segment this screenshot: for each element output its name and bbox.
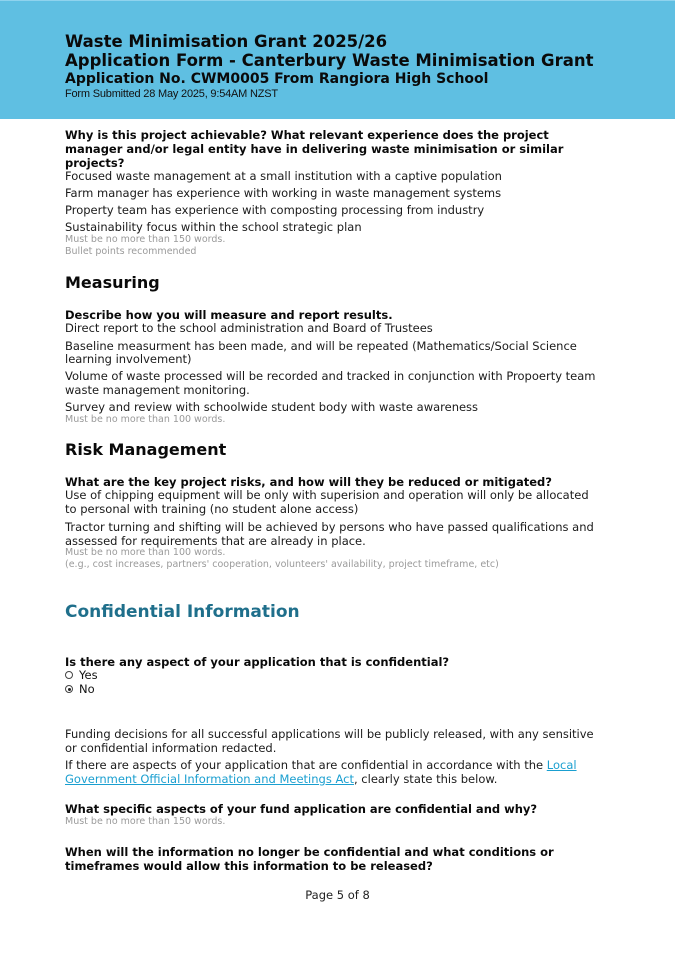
release-question-line1: When will the information no longer be confidential and what conditions or xyxy=(65,845,554,859)
page-number: Page 5 of 8 xyxy=(305,888,370,902)
radio-option-no[interactable] xyxy=(65,682,95,696)
risk-question: What are the key project risks, and how will they be reduced or mitigated? xyxy=(65,475,552,489)
measuring-answer: Direct report to the school administration and Board of Trustees xyxy=(65,321,433,335)
achievable-question-line3: projects? xyxy=(65,156,125,170)
radio-label-yes: Yes xyxy=(79,668,98,682)
release-question-line2: timeframes would allow this information to be released? xyxy=(65,859,433,873)
measuring-answer: waste management monitoring. xyxy=(65,383,250,397)
risk-hint-word-limit: Must be no more than 100 words. xyxy=(65,547,226,558)
achievable-answer: Farm manager has experience with working in waste management systems xyxy=(65,186,502,200)
achievable-hint-bullets: Bullet points recommended xyxy=(65,246,197,257)
achievable-hint-word-limit: Must be no more than 150 words. xyxy=(65,234,226,245)
grant-title: Waste Minimisation Grant 2025/26 xyxy=(65,32,388,51)
confidential-info-suffix: , clearly state this below. xyxy=(353,772,498,786)
achievable-answer: Sustainability focus within the school strategic plan xyxy=(65,220,362,234)
confidential-info-line2 xyxy=(65,772,497,786)
confidential-question: Is there any aspect of your application that is confidential? xyxy=(65,655,450,669)
measuring-heading: Measuring xyxy=(65,273,160,292)
measuring-hint: Must be no more than 100 words. xyxy=(65,414,226,425)
achievable-question-line1: Why is this project achievable? What relevant experience does the project xyxy=(65,128,549,142)
risk-answer: to personal with training (no student alone access) xyxy=(65,502,359,516)
confidential-heading: Confidential Information xyxy=(65,602,300,622)
lgoima-act-link[interactable]: Government Official Information and Meetings Act xyxy=(65,772,354,786)
form-header xyxy=(0,0,675,119)
measuring-answer: learning involvement) xyxy=(65,352,192,366)
lgoima-act-link[interactable]: Local xyxy=(546,758,577,772)
achievable-answer: Focused waste management at a small institution with a captive population xyxy=(65,169,502,183)
risk-hint-examples: (e.g., cost increases, partners' cooperation, volunteers' availability, project timeframe, etc) xyxy=(65,559,499,570)
confidential-info-prefix: If there are aspects of your application that are confidential in accordance with the xyxy=(65,758,547,772)
radio-checked-icon[interactable] xyxy=(65,685,73,693)
confidential-info-line1 xyxy=(65,758,577,772)
application-number: Application No. CWM0005 From Rangiora High School xyxy=(65,71,489,87)
submitted-timestamp: Form Submitted 28 May 2025, 9:54AM NZST xyxy=(65,88,278,100)
measuring-answer: Baseline measurment has been made, and will be repeated (Mathematics/Social Science xyxy=(65,339,577,353)
funding-info-line2: or confidential information redacted. xyxy=(65,741,277,755)
achievable-question-line2: manager and/or legal entity have in delivering waste minimisation or similar xyxy=(65,142,564,156)
measuring-answer: Volume of waste processed will be recorded and tracked in conjunction with Propoerty team xyxy=(65,369,596,383)
risk-heading: Risk Management xyxy=(65,440,227,459)
risk-answer: assessed for requirements that are already in place. xyxy=(65,534,366,548)
confidential-aspects-hint: Must be no more than 150 words. xyxy=(65,816,226,827)
confidential-aspects-question: What specific aspects of your fund application are confidential and why? xyxy=(65,802,538,816)
achievable-answer: Property team has experience with composting processing from industry xyxy=(65,203,485,217)
radio-unchecked-icon[interactable] xyxy=(65,671,73,679)
form-name: Application Form - Canterbury Waste Minimisation Grant xyxy=(65,51,594,70)
radio-option-yes[interactable] xyxy=(65,668,98,682)
risk-answer: Use of chipping equipment will be only with superision and operation will only be allocated xyxy=(65,488,589,502)
funding-info-line1: Funding decisions for all successful applications will be publicly released, with any sensitive xyxy=(65,727,594,741)
risk-answer: Tractor turning and shifting will be achieved by persons who have passed qualifications and xyxy=(65,520,594,534)
measuring-answer: Survey and review with schoolwide student body with waste awareness xyxy=(65,400,479,414)
measuring-question: Describe how you will measure and report results. xyxy=(65,308,393,322)
radio-label-no: No xyxy=(79,682,95,696)
